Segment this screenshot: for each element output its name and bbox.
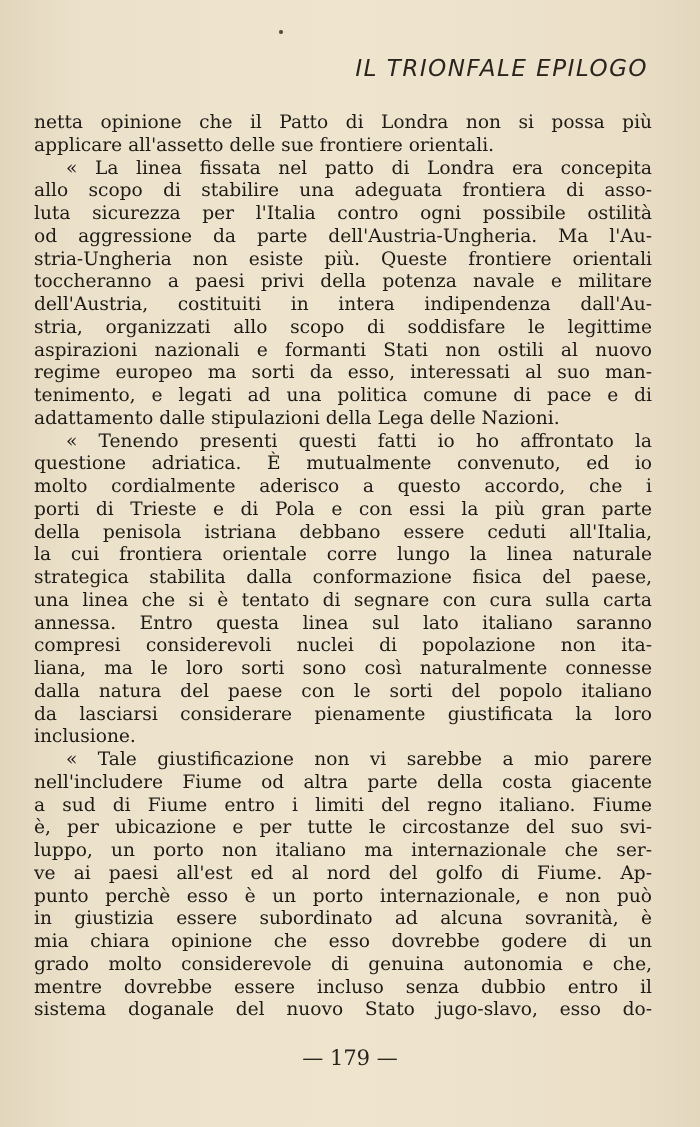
text-line: netta opinione che il Patto di Londra non si possa più: [34, 112, 652, 133]
text-line: « Tale giustificazione non vi sarebbe a mio parere: [66, 749, 652, 770]
text-line: « La linea fissata nel patto di Londra era concepita: [66, 157, 652, 179]
text-line: una linea che si è tentato di segnare con cura sulla carta: [34, 589, 652, 611]
page-number: — 179 —: [302, 1046, 398, 1070]
text-line: è, per ubicazione e per tutte le circostanze del suo svi-: [34, 817, 652, 839]
text-line: regime europeo ma sorti da esso, interessati al suo man-: [34, 362, 652, 384]
text-line: mentre dovrebbe essere incluso senza dubbio entro il: [34, 976, 652, 998]
text-line: grado molto considerevole di genuina autonomia e che,: [34, 953, 652, 975]
text-line: compresi considerevoli nuclei di popolazione non ita-: [34, 635, 652, 657]
body-text: [34, 112, 652, 1022]
text-line: la cui frontiera orientale corre lungo la linea naturale: [34, 544, 652, 566]
text-line: stria-Ungheria non esiste più. Queste frontiere orientali: [34, 248, 652, 270]
text-line: aspirazioni nazionali e formanti Stati non ostili al nuovo: [34, 339, 652, 361]
text-line: od aggressione da parte dell'Austria-Ungheria. Ma l'Au-: [34, 225, 652, 247]
text-line: inclusione.: [34, 726, 136, 748]
text-line: adattamento dalle stipulazioni della Lega delle Nazioni.: [34, 407, 560, 429]
text-line: toccheranno a paesi privi della potenza navale e militare: [34, 271, 652, 293]
text-line: molto cordialmente aderisco a questo accordo, che i: [34, 476, 652, 497]
text-line: questione adriatica. È mutualmente convenuto, ed io: [34, 453, 652, 475]
ink-speck: [279, 30, 283, 34]
text-line: stria, organizzati allo scopo di soddisfare le legittime: [34, 316, 652, 338]
text-line: annessa. Entro questa linea sul lato italiano saranno: [34, 612, 652, 634]
text-line: applicare all'assetto delle sue frontiere orientali.: [34, 134, 495, 156]
text-line: da lasciarsi considerare pienamente giustificata la loro: [34, 703, 652, 725]
text-line: liana, ma le loro sorti sono così naturalmente connesse: [34, 658, 652, 679]
text-line: sistema doganale del nuovo Stato jugo-slavo, esso do-: [34, 999, 652, 1021]
text-line: mia chiara opinione che esso dovrebbe godere di un: [34, 931, 652, 952]
text-line: ve ai paesi all'est ed al nord del golfo di Fiume. Ap-: [34, 862, 652, 884]
text-line: tenimento, e legati ad una politica comune di pace e di: [34, 385, 652, 406]
text-line: nell'includere Fiume od altra parte della costa giacente: [34, 771, 652, 793]
text-line: dalla natura del paese con le sorti del popolo italiano: [34, 680, 652, 702]
text-line: punto perchè esso è un porto internazionale, e non può: [34, 885, 652, 907]
text-line: luppo, un porto non italiano ma internazionale che ser-: [34, 840, 652, 861]
text-line: luta sicurezza per l'Italia contro ogni possibile ostilità: [34, 203, 652, 224]
text-line: strategica stabilita dalla conformazione fisica del paese,: [34, 567, 652, 588]
text-line: della penisola istriana debbano essere ceduti all'Italia,: [34, 521, 652, 543]
text-line: porti di Trieste e di Pola e con essi la più gran parte: [34, 498, 652, 520]
text-line: allo scopo di stabilire una adeguata frontiera di asso-: [34, 180, 652, 202]
running-head: IL TRIONFALE EPILOGO: [355, 56, 648, 82]
text-line: a sud di Fiume entro i limiti del regno italiano. Fiume: [34, 794, 652, 816]
text-line: dell'Austria, costituiti in intera indipendenza dall'Au-: [34, 294, 652, 315]
text-line: in giustizia essere subordinato ad alcuna sovranità, è: [34, 908, 652, 930]
text-line: « Tenendo presenti questi fatti io ho affrontato la: [66, 430, 652, 452]
